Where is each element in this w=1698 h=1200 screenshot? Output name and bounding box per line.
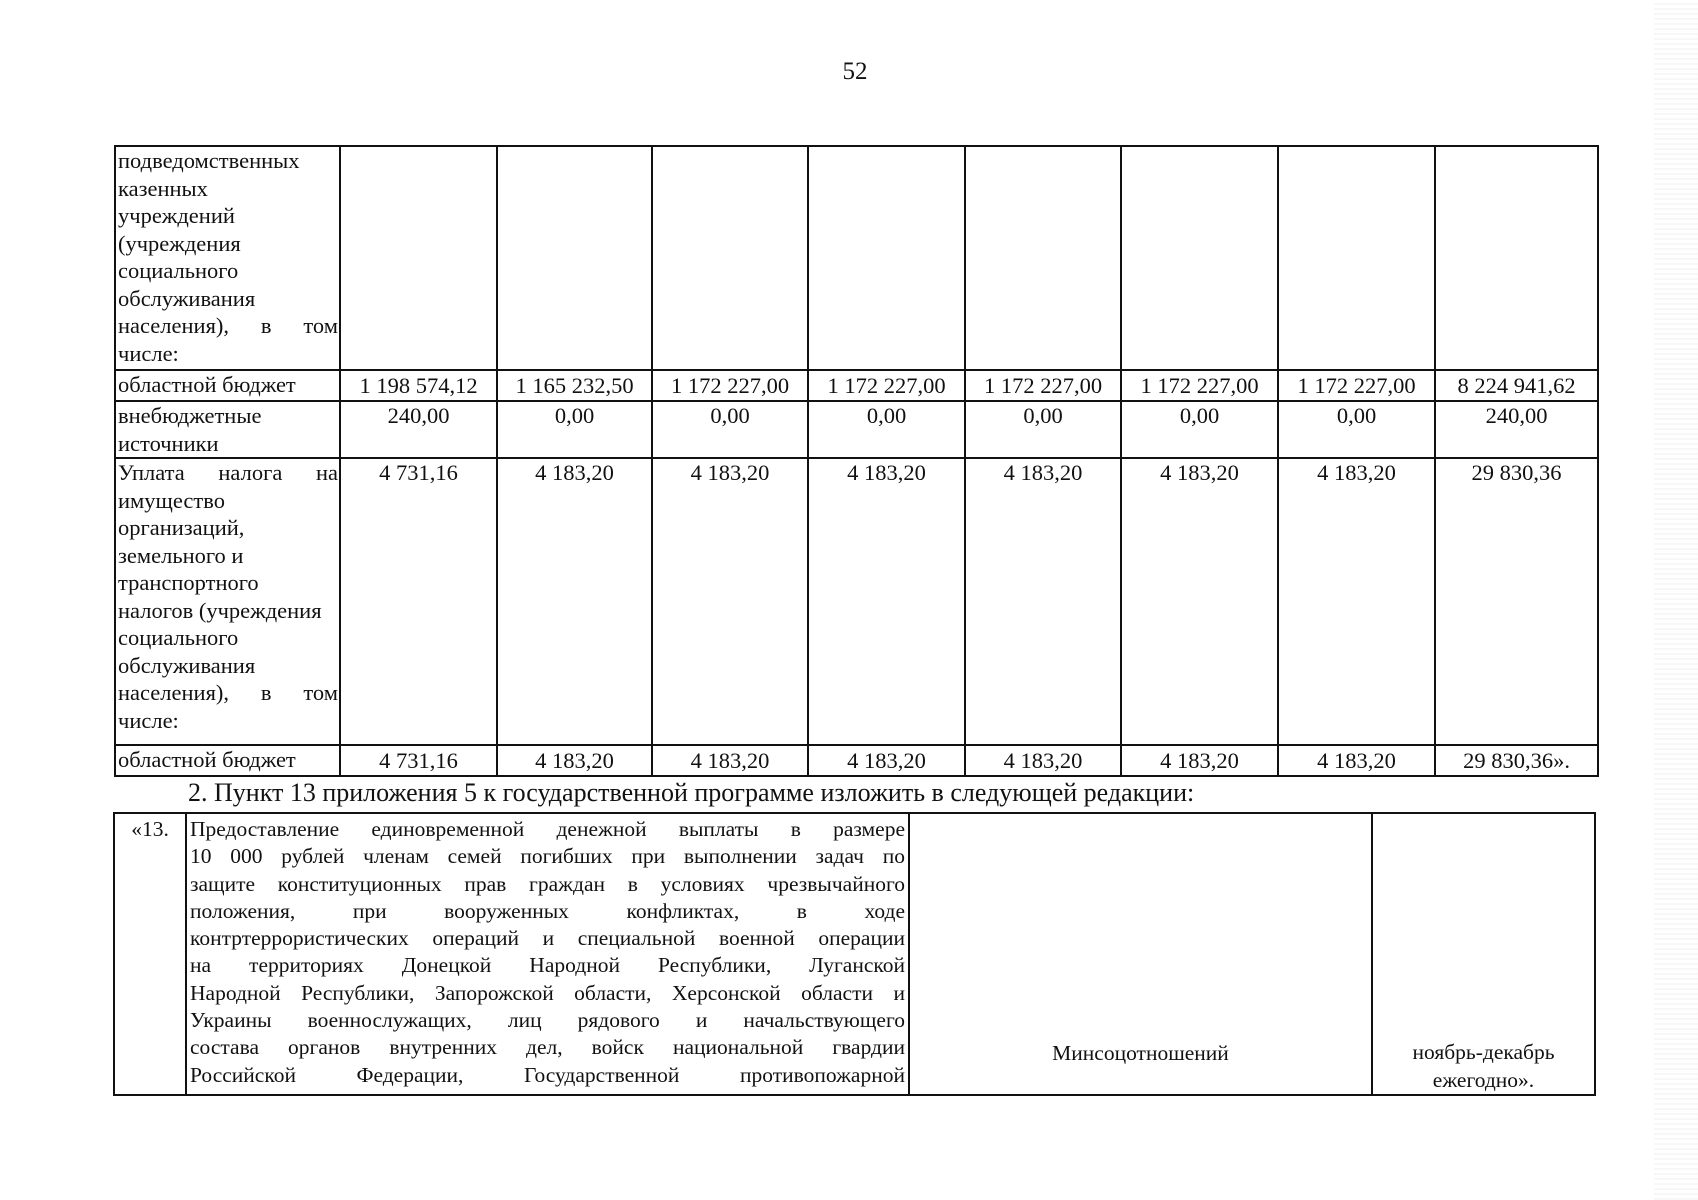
- row-label-line: налогов (учреждения: [118, 597, 322, 623]
- item-description-line: Народной Республики, Запорожской области, Херсонской области и: [190, 980, 905, 1005]
- row-label-line: числе:: [118, 340, 179, 366]
- row-label-line: источники: [118, 430, 219, 456]
- value-cell: 1 198 574,12: [340, 370, 497, 401]
- program-item-row: [114, 813, 1595, 1095]
- item-description-line: 10 000 рублей членам семей погибших при выполнении задач по: [190, 844, 905, 869]
- value-cell: 8 224 941,62: [1435, 370, 1598, 401]
- value-cell: 1 172 227,00: [808, 370, 965, 401]
- execution-term-line: ежегодно».: [1432, 1067, 1535, 1092]
- row-label-line: транспортного: [118, 570, 259, 595]
- row-label-line: социального: [118, 258, 239, 283]
- execution-term-line: ноябрь-декабрь: [1412, 1040, 1555, 1065]
- item-description-line: состава органов внутренних дел, войск национальной гвардии: [190, 1035, 905, 1060]
- item-description-line: на территориях Донецкой Народной Республики, Луганской: [190, 953, 905, 978]
- row-label-line: имущество: [118, 487, 225, 513]
- row-label-line: областной бюджет: [118, 747, 296, 772]
- responsible-agency: Минсоцотношений: [909, 813, 1372, 1095]
- page-number: 52: [842, 58, 868, 85]
- value-cell: [497, 146, 652, 370]
- value-cell: [1121, 146, 1278, 370]
- value-cell: 4 183,20: [808, 458, 965, 745]
- value-cell: 4 183,20: [1121, 458, 1278, 745]
- item-description-lines: [190, 816, 905, 1089]
- value-cell: [808, 146, 965, 370]
- value-cell: 4 731,16: [340, 745, 497, 776]
- value-cell: [652, 146, 808, 370]
- value-cell: 1 172 227,00: [1278, 370, 1435, 401]
- amendment-text: 2. Пункт 13 приложения 5 к государственной программе изложить в следующей редакции:: [188, 778, 1195, 807]
- value-cell: 4 183,20: [497, 745, 652, 776]
- value-cell: [965, 146, 1121, 370]
- row-label-line: казенных: [118, 175, 208, 201]
- row-label-line: подведомственных: [118, 148, 300, 173]
- finance-row: [115, 458, 1598, 745]
- row-label: [115, 401, 340, 458]
- item-description-line: Украины военнослужащих, лиц рядового и начальствующего: [190, 1008, 905, 1033]
- row-label-line: обслуживания: [118, 652, 256, 678]
- value-cell: [1278, 146, 1435, 370]
- row-label-line: социального: [118, 625, 239, 650]
- value-cell: 4 183,20: [1278, 745, 1435, 776]
- value-cell: [340, 146, 497, 370]
- row-label: [115, 370, 340, 401]
- row-label-line: Уплата налога на: [118, 460, 338, 485]
- value-cell: 1 172 227,00: [1121, 370, 1278, 401]
- row-label-line: числе:: [118, 707, 179, 733]
- row-label: [115, 458, 340, 745]
- finance-table: [114, 145, 1599, 777]
- item-number: «13.: [114, 813, 186, 1095]
- value-cell: 0,00: [652, 401, 808, 458]
- row-label-line: организаций,: [118, 515, 245, 540]
- finance-row: [115, 146, 1598, 370]
- row-label: [115, 146, 340, 370]
- value-cell: 0,00: [1278, 401, 1435, 458]
- execution-term: [1372, 813, 1595, 1095]
- value-cell: 0,00: [1121, 401, 1278, 458]
- value-cell: 4 183,20: [652, 458, 808, 745]
- item-description-line: Предоставление единовременной денежной выплаты в размере: [190, 817, 905, 841]
- value-cell: 29 830,36: [1435, 458, 1598, 745]
- value-cell: 1 172 227,00: [652, 370, 808, 401]
- program-item-table: [113, 812, 1596, 1096]
- item-description-line: Российской Федерации, Государственной противопожарной: [190, 1062, 905, 1087]
- finance-row: [115, 370, 1598, 401]
- finance-table-body: [115, 146, 1598, 776]
- execution-term-lines: [1373, 1039, 1594, 1094]
- value-cell: 1 165 232,50: [497, 370, 652, 401]
- value-cell: 29 830,36».: [1435, 745, 1598, 776]
- value-cell: [1435, 146, 1598, 370]
- item-description-line: защите конституционных прав граждан в условиях чрезвычайного: [190, 871, 905, 896]
- row-label-line: населения), в том: [118, 680, 338, 705]
- row-label-line: обслуживания: [118, 285, 256, 311]
- scan-edge-artifact: [1654, 0, 1698, 1200]
- row-label-line: земельного и: [118, 542, 244, 568]
- row-label-line: населения), в том: [118, 313, 338, 338]
- value-cell: 1 172 227,00: [965, 370, 1121, 401]
- item-description-line: положения, при вооруженных конфликтах, в ходе: [190, 898, 905, 923]
- row-label-line: областной бюджет: [118, 372, 296, 397]
- value-cell: 0,00: [965, 401, 1121, 458]
- value-cell: 4 183,20: [965, 745, 1121, 776]
- finance-row: [115, 745, 1598, 776]
- value-cell: 4 183,20: [808, 745, 965, 776]
- row-label-line: (учреждения: [118, 230, 241, 256]
- value-cell: 4 183,20: [497, 458, 652, 745]
- value-cell: 240,00: [1435, 401, 1598, 458]
- value-cell: 4 183,20: [965, 458, 1121, 745]
- row-label-line: внебюджетные: [118, 403, 262, 428]
- value-cell: 0,00: [808, 401, 965, 458]
- item-description-line: контртеррористических операций и специальной военной операции: [190, 926, 905, 951]
- value-cell: 4 183,20: [652, 745, 808, 776]
- value-cell: 4 731,16: [340, 458, 497, 745]
- value-cell: 4 183,20: [1121, 745, 1278, 776]
- value-cell: 0,00: [497, 401, 652, 458]
- row-label-line: учреждений: [118, 203, 235, 228]
- value-cell: 240,00: [340, 401, 497, 458]
- value-cell: 4 183,20: [1278, 458, 1435, 745]
- finance-row: [115, 401, 1598, 458]
- item-description: [186, 813, 909, 1095]
- row-label: [115, 745, 340, 776]
